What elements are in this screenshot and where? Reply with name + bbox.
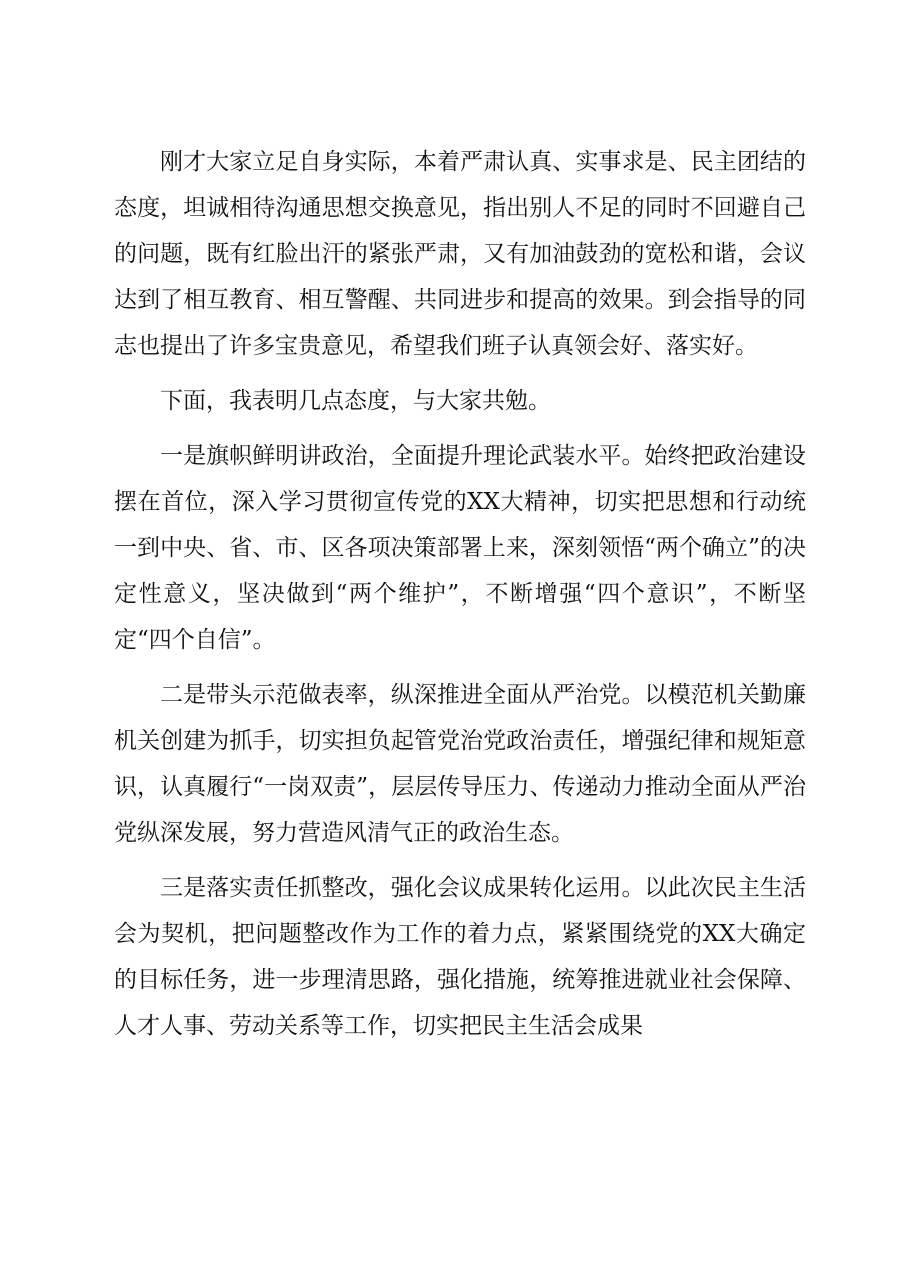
paragraph-point-three: 三是落实责任抓整改，强化会议成果转化运用。以此次民主生活会为契机，把问题整改作为工作的着力点，紧紧围绕党的XX大确定的目标任务，进一步理清思路，强化措施，统筹推进就业社会保障、人才人事、劳动关系等工作，切实把民主生活会成果 — [114, 875, 806, 1039]
paragraph-point-two: 二是带头示范做表率，纵深推进全面从严治党。以模范机关勤廉机关创建为抓手，切实担负起管党治党政治责任，增强纪律和规矩意识，认真履行“一岗双责”，层层传导压力、传递动力推动全面从严治党纵深发展，努力营造风清气正的政治生态。 — [114, 682, 806, 846]
document-body — [114, 139, 806, 1058]
paragraph-opening-remarks: 刚才大家立足自身实际，本着严肃认真、实事求是、民主团结的态度，坦诚相待沟通思想交换意见，指出别人不足的同时不回避自己的问题，既有红脸出汗的紧张严肃，又有加油鼓劲的宽松和谐，会议达到了相互教育、相互警醒、共同进步和提高的效果。到会指导的同志也提出了许多宝贵意见，希望我们班子认真领会好、落实好。 — [114, 149, 806, 359]
paragraph-point-one: 一是旗帜鲜明讲政治，全面提升理论武装水平。始终把政治建设摆在首位，深入学习贯彻宣传党的XX大精神，切实把思想和行动统一到中央、省、市、区各项决策部署上来，深刻领悟“两个确立”的决定性意义，坚决做到“两个维护”，不断增强“四个意识”，不断坚定“四个自信”。 — [114, 443, 806, 653]
paragraph-transition: 下面，我表明几点态度，与大家共勉。 — [160, 388, 551, 414]
